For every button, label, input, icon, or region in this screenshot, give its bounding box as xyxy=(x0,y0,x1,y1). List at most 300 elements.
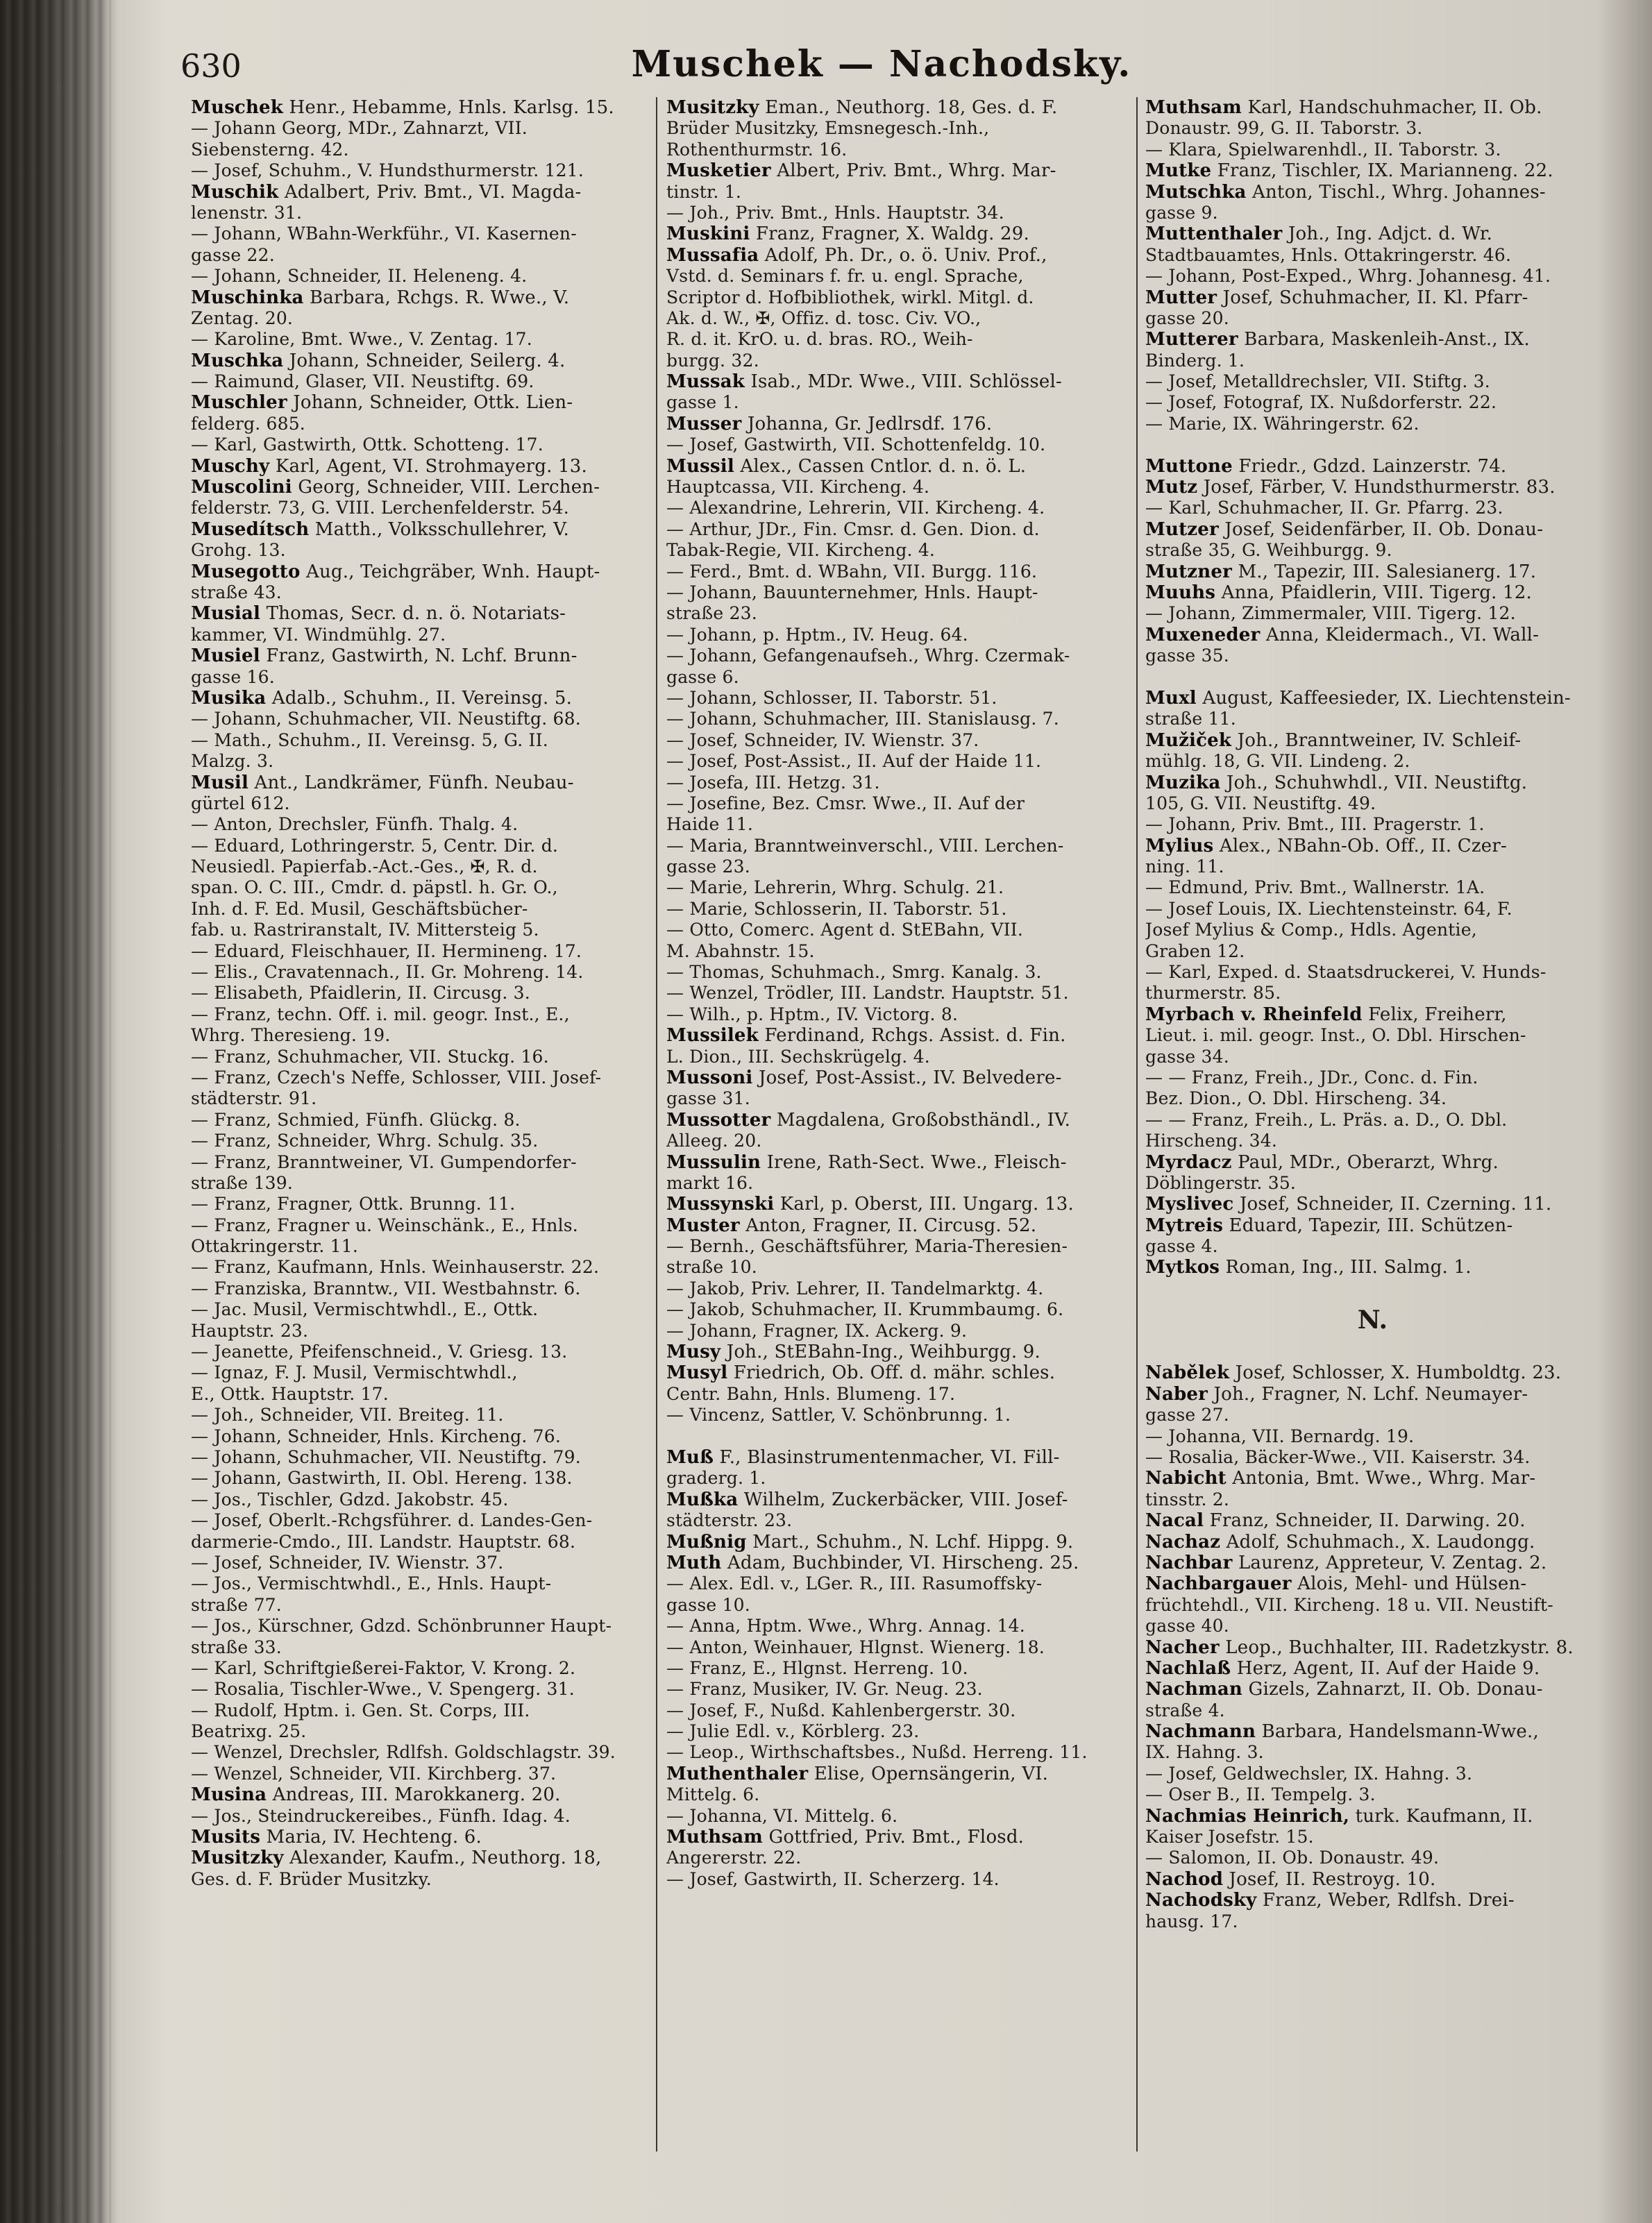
entry-continuation-line xyxy=(1145,371,1600,392)
entry-text: Adam, Buchbinder, VI. Hirscheng. 25. xyxy=(721,1552,1079,1573)
surname: Muthsam xyxy=(666,1827,763,1848)
entry-text: Magdalena, Großobsthändl., IV. xyxy=(770,1109,1071,1131)
entry-continuation-line xyxy=(666,350,1121,371)
entry-continuation-line xyxy=(191,498,646,518)
entry-text: hausg. 17. xyxy=(1145,1911,1238,1932)
entry-text: Malzg. 3. xyxy=(191,751,274,772)
entry-text: — Maria, Branntweinverschl., VIII. Lerchen- xyxy=(666,835,1064,856)
entry-continuation-line xyxy=(666,1869,1121,1890)
entry-text: Aug., Teichgräber, Wnh. Haupt- xyxy=(300,561,600,582)
entry-continuation-line xyxy=(666,1637,1121,1658)
surname: Mytkos xyxy=(1145,1257,1220,1278)
entry-text: Joh., Fragner, N. Lchf. Neumayer- xyxy=(1208,1383,1528,1405)
entry-continuation-line xyxy=(1145,498,1600,518)
entry-continuation-line xyxy=(1145,962,1600,983)
entry-text: gasse 4. xyxy=(1145,1236,1218,1257)
entry-text: Scriptor d. Hofbibliothek, wirkl. Mitgl. d. xyxy=(666,287,1034,307)
entry-text: Laurenz, Appreteur, V. Zentag. 2. xyxy=(1232,1552,1547,1573)
entry-continuation-line xyxy=(666,203,1121,223)
entry-text: — Johann, Schuhmacher, VII. Neustiftg. 79. xyxy=(191,1447,581,1467)
entry-continuation-line xyxy=(1145,645,1600,666)
entry-text: Albert, Priv. Bmt., Whrg. Mar- xyxy=(770,160,1056,182)
surname: Nachod xyxy=(1145,1868,1224,1890)
entry-continuation-line xyxy=(666,392,1121,413)
surname: Muschik xyxy=(191,181,279,203)
entry-text: städterstr. 23. xyxy=(666,1510,793,1531)
column-divider xyxy=(656,97,657,2152)
entry-text: — Josef, Gastwirth, II. Scherzerg. 14. xyxy=(666,1868,1000,1889)
entry-continuation-line xyxy=(1145,308,1600,329)
entry-continuation-line xyxy=(191,836,646,856)
entry-head-line xyxy=(666,414,1121,434)
entry-continuation-line xyxy=(666,877,1121,898)
entry-text: Donaustr. 99, G. II. Taborstr. 3. xyxy=(1145,118,1423,139)
entry-head-line xyxy=(191,688,646,709)
entry-text: Thomas, Secr. d. n. ö. Notariats- xyxy=(260,603,566,625)
entry-continuation-line xyxy=(191,1025,646,1046)
entry-text: Isab., MDr. Wwe., VIII. Schlössel- xyxy=(745,371,1062,393)
entry-continuation-line xyxy=(191,203,646,223)
entry-continuation-line xyxy=(191,1468,646,1489)
entry-continuation-line xyxy=(666,1278,1121,1299)
entry-text: fab. u. Rastriranstalt, IV. Mittersteig 5. xyxy=(191,920,539,940)
entry-text: — Franziska, Branntw., VII. Westbahnstr. 6. xyxy=(191,1278,581,1299)
entry-continuation-line xyxy=(1145,350,1600,371)
entry-head-line xyxy=(1145,1658,1600,1679)
entry-continuation-line xyxy=(666,1721,1121,1742)
entry-text: Josef Mylius & Comp., Hdls. Agentie, xyxy=(1145,920,1477,940)
entry-text: — Franz, Musiker, IV. Gr. Neug. 23. xyxy=(666,1679,983,1700)
section-heading: N. xyxy=(1357,1305,1388,1335)
entry-text: — Anna, Hptm. Wwe., Whrg. Annag. 14. xyxy=(666,1616,1025,1637)
entry-continuation-line xyxy=(191,1489,646,1510)
entry-text: Alois, Mehl- und Hülsen- xyxy=(1291,1573,1527,1595)
entry-continuation-line xyxy=(191,1532,646,1553)
entry-text: früchtehdl., VII. Kircheng. 18 u. VII. Neustift- xyxy=(1145,1594,1553,1615)
entry-text: gasse 20. xyxy=(1145,307,1229,328)
entry-text: — Jakob, Priv. Lehrer, II. Tandelmarktg. 4. xyxy=(666,1278,1044,1299)
entry-head-line xyxy=(666,1447,1121,1468)
entry-head-line xyxy=(666,1025,1121,1046)
entry-text: L. Dion., III. Sechskrügelg. 4. xyxy=(666,1046,930,1067)
entry-text: markt 16. xyxy=(666,1172,754,1193)
surname: Musitzky xyxy=(666,97,759,118)
entry-continuation-line xyxy=(191,1278,646,1299)
entry-text: kammer, VI. Windmühlg. 27. xyxy=(191,624,446,645)
entry-text: — Josef, Schuhm., V. Hundsthurmerstr. 121. xyxy=(191,160,584,181)
surname: Nachlaß xyxy=(1145,1657,1231,1679)
entry-continuation-line xyxy=(1145,140,1600,160)
entry-text: Barbara, Rchgs. R. Wwe., V. xyxy=(303,287,570,308)
entry-text: — Josefine, Bez. Cmsr. Wwe., II. Auf der xyxy=(666,793,1025,813)
surname: Nachmann xyxy=(1145,1721,1256,1743)
entry-continuation-line xyxy=(666,140,1121,160)
surname: Nabicht xyxy=(1145,1468,1227,1489)
entry-head-line xyxy=(666,1362,1121,1383)
entry-text: — Franz, techn. Off. i. mil. geogr. Inst., E., xyxy=(191,1004,570,1024)
entry-continuation-line xyxy=(666,1088,1121,1109)
entry-text: — Rudolf, Hptm. i. Gen. St. Corps, III. xyxy=(191,1700,530,1721)
entry-text: — Johann, Schuhmacher, III. Stanislausg. 7. xyxy=(666,709,1059,729)
surname: Muxeneder xyxy=(1145,624,1261,645)
surname: Muthsam xyxy=(1145,97,1242,118)
entry-continuation-line xyxy=(666,772,1121,793)
entry-continuation-line xyxy=(191,1321,646,1342)
entry-text: Rothenthurmstr. 16. xyxy=(666,139,848,160)
surname: Nacal xyxy=(1145,1510,1204,1532)
entry-text: felderg. 685. xyxy=(191,413,305,434)
surname: Muzika xyxy=(1145,772,1221,793)
entry-text: — Joh., Schneider, VII. Breiteg. 11. xyxy=(191,1405,504,1426)
entry-head-line xyxy=(1145,1257,1600,1278)
entry-text: Matth., Volksschullehrer, V. xyxy=(309,518,569,540)
surname: Mussulin xyxy=(666,1151,761,1173)
entry-text: Antonia, Bmt. Wwe., Whrg. Mar- xyxy=(1226,1468,1536,1489)
surname: Musedítsch xyxy=(191,518,310,540)
entry-text: — Josefa, III. Hetzg. 31. xyxy=(666,772,880,793)
entry-continuation-line xyxy=(191,1658,646,1679)
entry-continuation-line xyxy=(191,582,646,603)
entry-continuation-line xyxy=(1145,118,1600,139)
entry-continuation-line xyxy=(666,519,1121,540)
surname: Musy xyxy=(666,1342,721,1363)
entry-text: Gottfried, Priv. Bmt., Flosd. xyxy=(763,1827,1025,1848)
entry-continuation-line xyxy=(191,899,646,920)
entry-text: — Johann, Schuhmacher, VII. Neustiftg. 68. xyxy=(191,709,581,729)
entry-head-line xyxy=(191,772,646,793)
entry-head-line xyxy=(1145,182,1600,203)
entry-head-line xyxy=(1145,1869,1600,1890)
entry-text: — Edmund, Priv. Bmt., Wallnerstr. 1A. xyxy=(1145,877,1485,898)
entry-continuation-line xyxy=(191,1679,646,1700)
surname: Myrbach v. Rheinfeld xyxy=(1145,1004,1363,1025)
entry-text: Joh., Schuhwhdl., VII. Neustiftg. xyxy=(1220,772,1528,793)
surname: Musser xyxy=(666,413,742,434)
entry-text: — Anton, Weinhauer, Hlgnst. Wienerg. 18. xyxy=(666,1637,1045,1657)
entry-text: IX. Hahng. 3. xyxy=(1145,1742,1264,1763)
entry-text: gürtel 612. xyxy=(191,793,290,813)
entry-text: Franz, Schneider, II. Darwing. 20. xyxy=(1204,1510,1526,1532)
entry-text: — Ignaz, F. J. Musil, Vermischtwhdl., xyxy=(191,1362,518,1383)
entry-text: E., Ottk. Hauptstr. 17. xyxy=(191,1383,389,1404)
entry-text: — Rosalia, Tischler-Wwe., V. Spengerg. 31. xyxy=(191,1679,575,1700)
entry-text: Joh., Branntweiner, IV. Schleif- xyxy=(1231,729,1522,751)
entry-continuation-line xyxy=(191,1384,646,1405)
entry-text: Haide 11. xyxy=(666,814,754,835)
blank-line xyxy=(666,1426,1121,1447)
entry-head-line xyxy=(1145,1532,1600,1553)
entry-text: — Johann, Schneider, II. Heleneng. 4. xyxy=(191,266,528,287)
entry-continuation-line xyxy=(666,266,1121,287)
surname: Nachaz xyxy=(1145,1531,1221,1553)
entry-text: Grohg. 13. xyxy=(191,540,286,561)
entry-text: — Jac. Musil, Vermischtwhdl., E., Ottk. xyxy=(191,1299,539,1320)
entry-continuation-line xyxy=(666,1131,1121,1151)
column-left xyxy=(191,97,646,2179)
entry-continuation-line xyxy=(191,1215,646,1236)
entry-text: M. Abahnstr. 15. xyxy=(666,940,815,961)
entry-continuation-line xyxy=(666,1004,1121,1025)
entry-head-line xyxy=(1145,1152,1600,1173)
entry-text: gasse 27. xyxy=(1145,1405,1229,1426)
entry-continuation-line xyxy=(1145,1764,1600,1784)
entry-head-line xyxy=(191,456,646,477)
entry-text: Hauptstr. 23. xyxy=(191,1320,309,1341)
entry-text: gasse 1. xyxy=(666,392,739,413)
surname: Musits xyxy=(191,1827,261,1848)
entry-text: — Josef, Schneider, IV. Wienstr. 37. xyxy=(191,1552,504,1573)
entry-continuation-line xyxy=(666,329,1121,350)
entry-text: R. d. it. KrO. u. d. bras. RO., Weih- xyxy=(666,329,973,350)
entry-continuation-line xyxy=(666,1173,1121,1194)
surname: Mytreis xyxy=(1145,1215,1224,1236)
entry-continuation-line xyxy=(191,1447,646,1468)
entry-continuation-line xyxy=(666,434,1121,455)
entry-continuation-line xyxy=(666,1742,1121,1763)
blank-line xyxy=(1145,1342,1600,1362)
entry-text: Franz, Weber, Rdlfsh. Drei- xyxy=(1256,1890,1515,1911)
page-number: 630 xyxy=(180,47,242,85)
entry-text: — Franz, Fragner, Ottk. Brunng. 11. xyxy=(191,1194,516,1215)
entry-continuation-line xyxy=(666,709,1121,729)
surname: Mutzer xyxy=(1145,518,1219,540)
entry-head-line xyxy=(191,392,646,413)
entry-continuation-line xyxy=(1145,1595,1600,1616)
surname: Muster xyxy=(666,1215,740,1236)
surname: Musketier xyxy=(666,160,771,182)
entry-text: — Jos., Tischler, Gdzd. Jakobstr. 45. xyxy=(191,1489,509,1510)
entry-text: gasse 22. xyxy=(191,244,275,265)
entry-text: — Jakob, Schuhmacher, II. Krummbaumg. 6. xyxy=(666,1299,1064,1320)
entry-head-line xyxy=(1145,1215,1600,1236)
surname: Muschka xyxy=(191,350,284,371)
entry-text: — Jos., Steindruckereibes., Fünfh. Idag. 4. xyxy=(191,1805,571,1826)
surname: Muttone xyxy=(1145,455,1233,477)
entry-text: straße 35, G. Weihburgg. 9. xyxy=(1145,540,1392,561)
entry-text: gasse 23. xyxy=(666,856,750,877)
surname: Musyl xyxy=(666,1362,728,1384)
entry-text: — Klara, Spielwarenhdl., II. Taborstr. 3. xyxy=(1145,139,1501,160)
entry-continuation-line xyxy=(666,1700,1121,1721)
entry-text: Inh. d. F. Ed. Musil, Geschäftsbücher- xyxy=(191,898,528,919)
entry-continuation-line xyxy=(666,308,1121,329)
entry-continuation-line xyxy=(191,1299,646,1320)
entry-continuation-line xyxy=(666,1299,1121,1320)
entry-text: August, Kaffeesieder, IX. Liechtenstein- xyxy=(1196,687,1571,709)
entry-text: Anton, Fragner, II. Circusg. 52. xyxy=(739,1215,1037,1236)
surname: Mutzner xyxy=(1145,561,1233,582)
entry-continuation-line xyxy=(191,856,646,877)
entry-continuation-line xyxy=(666,962,1121,983)
entry-head-line xyxy=(666,1110,1121,1131)
entry-continuation-line xyxy=(666,1468,1121,1489)
entry-continuation-line xyxy=(191,1405,646,1426)
entry-text: Alexander, Kaufm., Neuthorg. 18, xyxy=(283,1848,602,1869)
entry-text: — Wenzel, Trödler, III. Landstr. Hauptstr. 51. xyxy=(666,983,1069,1004)
entry-text: — Leop., Wirthschaftsbes., Nußd. Herreng. 11. xyxy=(666,1742,1088,1763)
entry-text: Adolf, Ph. Dr., o. ö. Univ. Prof., xyxy=(759,244,1047,266)
entry-list xyxy=(1145,97,1600,1932)
entry-continuation-line xyxy=(191,223,646,244)
entry-text: Eduard, Tapezir, III. Schützen- xyxy=(1223,1215,1513,1236)
entry-text: Josef, Seidenfärber, II. Ob. Donau- xyxy=(1218,518,1544,540)
entry-text: — Bernh., Geschäftsführer, Maria-Theresien- xyxy=(666,1236,1068,1257)
entry-text: Stadtbauamtes, Hnls. Ottakringerstr. 46. xyxy=(1145,244,1512,265)
entry-continuation-line xyxy=(1145,941,1600,962)
entry-text: — Josef, F., Nußd. Kahlenbergerstr. 30. xyxy=(666,1700,1016,1721)
entry-head-line xyxy=(1145,772,1600,793)
entry-continuation-line xyxy=(191,329,646,350)
entry-head-line xyxy=(191,1784,646,1805)
entry-text: Josef, Schlosser, X. Humboldtg. 23. xyxy=(1229,1362,1562,1384)
entry-continuation-line xyxy=(191,1257,646,1278)
entry-continuation-line xyxy=(666,540,1121,561)
entry-text: — Josef, Metalldrechsler, VII. Stiftg. 3. xyxy=(1145,371,1490,392)
entry-continuation-line xyxy=(1145,1025,1600,1046)
entry-text: straße 4. xyxy=(1145,1700,1225,1721)
entry-text: — Otto, Comerc. Agent d. StEBahn, VII. xyxy=(666,920,1023,940)
entry-head-line xyxy=(1145,329,1600,350)
entry-continuation-line xyxy=(666,856,1121,877)
entry-text: — Franz, Kaufmann, Hnls. Weinhauserstr. 22. xyxy=(191,1257,600,1278)
entry-text: F., Blasinstrumentenmacher, VI. Fill- xyxy=(714,1447,1060,1468)
entry-text: — Eduard, Lothringerstr. 5, Centr. Dir. d. xyxy=(191,835,559,856)
entry-head-line xyxy=(666,223,1121,244)
entry-continuation-line xyxy=(666,899,1121,920)
entry-continuation-line xyxy=(191,1637,646,1658)
entry-text: straße 43. xyxy=(191,582,282,602)
entry-continuation-line xyxy=(666,983,1121,1004)
entry-text: — Wilh., p. Hptm., IV. Victorg. 8. xyxy=(666,1004,959,1024)
entry-continuation-line xyxy=(191,920,646,940)
surname: Musika xyxy=(191,687,267,709)
entry-head-line xyxy=(1145,1573,1600,1594)
entry-continuation-line xyxy=(1145,793,1600,814)
blank-line xyxy=(1145,1278,1600,1299)
entry-continuation-line xyxy=(666,498,1121,518)
entry-text: — Arthur, JDr., Fin. Cmsr. d. Gen. Dion. d. xyxy=(666,518,1040,539)
entry-continuation-line xyxy=(666,645,1121,666)
entry-head-line xyxy=(191,561,646,582)
surname: Mußka xyxy=(666,1489,739,1510)
entry-text: — Johann, Priv. Bmt., III. Pragerstr. 1. xyxy=(1145,814,1485,835)
entry-continuation-line xyxy=(1145,1447,1600,1468)
entry-continuation-line xyxy=(1145,203,1600,223)
entry-text: Elise, Opernsängerin, VI. xyxy=(808,1763,1049,1784)
entry-continuation-line xyxy=(191,1869,646,1890)
entry-continuation-line xyxy=(191,730,646,751)
entry-continuation-line xyxy=(1145,1173,1600,1194)
entry-text: städterstr. 91. xyxy=(191,1088,317,1109)
entry-continuation-line xyxy=(666,920,1121,940)
entry-continuation-line xyxy=(1145,392,1600,413)
entry-continuation-line xyxy=(191,667,646,688)
entry-continuation-line xyxy=(666,1384,1121,1405)
entry-text: — Franz, Schneider, Whrg. Schulg. 35. xyxy=(191,1131,539,1151)
entry-text: Vstd. d. Seminars f. fr. u. engl. Sprache, xyxy=(666,266,1024,287)
entry-continuation-line xyxy=(191,1553,646,1573)
entry-head-line xyxy=(1145,1468,1600,1489)
entry-text: Gizels, Zahnarzt, II. Ob. Donau- xyxy=(1242,1679,1543,1700)
column-divider xyxy=(1136,97,1138,2152)
entry-text: Adolf, Schuhmach., X. Laudongg. xyxy=(1220,1531,1535,1553)
entry-text: — Josef, Schneider, IV. Wienstr. 37. xyxy=(666,729,979,750)
entry-text: Ottakringerstr. 11. xyxy=(191,1236,358,1257)
page-header xyxy=(180,42,1583,97)
entry-continuation-line xyxy=(1145,814,1600,835)
entry-continuation-line xyxy=(1145,1848,1600,1868)
entry-continuation-line xyxy=(1145,856,1600,877)
entry-head-line xyxy=(191,182,646,203)
surname: Mußnig xyxy=(666,1531,747,1553)
entry-text: gasse 6. xyxy=(666,666,739,687)
entry-continuation-line xyxy=(191,793,646,814)
entry-text: — Salomon, II. Ob. Donaustr. 49. xyxy=(1145,1848,1440,1868)
surname: Nacher xyxy=(1145,1637,1220,1658)
entry-text: Binderg. 1. xyxy=(1145,350,1245,371)
entry-text: Josef, Post-Assist., IV. Belvedere- xyxy=(752,1067,1062,1088)
entry-text: span. O. C. III., Cmdr. d. päpstl. h. Gr. O., xyxy=(191,877,558,898)
entry-text: — Anton, Drechsler, Fünfh. Thalg. 4. xyxy=(191,814,519,835)
entry-head-line xyxy=(191,97,646,118)
entry-head-line xyxy=(1145,1679,1600,1700)
entry-text: Franz, Tischler, IX. Marianneng. 22. xyxy=(1211,160,1553,182)
surname: Muskini xyxy=(666,223,750,245)
entry-text: — Josef Louis, IX. Liechtensteinstr. 64, F. xyxy=(1145,898,1512,919)
entry-continuation-line xyxy=(191,1194,646,1215)
entry-continuation-line xyxy=(191,308,646,329)
entry-text: Graben 12. xyxy=(1145,940,1245,961)
entry-text: straße 77. xyxy=(191,1594,282,1615)
entry-text: Zentag. 20. xyxy=(191,307,294,328)
entry-text: — Alexandrine, Lehrerin, VII. Kircheng. 4. xyxy=(666,498,1045,518)
entry-text: — Karl, Schuhmacher, II. Gr. Pfarrg. 23. xyxy=(1145,498,1503,518)
entry-head-line xyxy=(666,1764,1121,1784)
entry-continuation-line xyxy=(191,540,646,561)
entry-continuation-line xyxy=(1145,1110,1600,1131)
entry-list xyxy=(666,97,1121,1890)
entry-head-line xyxy=(1145,477,1600,498)
entry-text: — Josef, Oberlt.-Rchgsführer. d. Landes-Gen- xyxy=(191,1510,593,1531)
entry-head-line xyxy=(191,477,646,498)
entry-text: — Josef, Fotograf, IX. Nußdorferstr. 22. xyxy=(1145,392,1497,413)
surname: Musina xyxy=(191,1784,267,1806)
entry-text: — Karl, Gastwirth, Ottk. Schotteng. 17. xyxy=(191,434,543,455)
entry-text: — Alex. Edl. v., LGer. R., III. Rasumoffsky- xyxy=(666,1573,1043,1594)
entry-text: Anton, Tischl., Whrg. Johannes- xyxy=(1246,181,1546,203)
entry-text: tinsstr. 2. xyxy=(1145,1489,1229,1510)
entry-head-line xyxy=(666,1553,1121,1573)
entry-text: Josef, Färber, V. Hundsthurmerstr. 83. xyxy=(1197,477,1556,498)
entry-text: straße 139. xyxy=(191,1172,294,1193)
entry-head-line xyxy=(191,603,646,624)
entry-continuation-line xyxy=(1145,877,1600,898)
entry-text: Beatrixg. 25. xyxy=(191,1721,307,1742)
entry-continuation-line xyxy=(191,751,646,772)
entry-continuation-line xyxy=(191,1004,646,1025)
entry-continuation-line xyxy=(666,1321,1121,1342)
entry-continuation-line xyxy=(666,1679,1121,1700)
entry-list xyxy=(191,97,646,1890)
surname: Mylius xyxy=(1145,835,1214,856)
surname: Mussilek xyxy=(666,1025,759,1047)
entry-continuation-line xyxy=(191,1047,646,1067)
entry-text: — Johann, Schlosser, II. Taborstr. 51. xyxy=(666,687,997,708)
surname: Muschek xyxy=(191,97,284,118)
entry-text: Brüder Musitzky, Emsnegesch.-Inh., xyxy=(666,118,990,139)
surname: Muschy xyxy=(191,455,270,477)
entry-text: — Johann, WBahn-Werkführ., VI. Kasernen- xyxy=(191,223,577,244)
